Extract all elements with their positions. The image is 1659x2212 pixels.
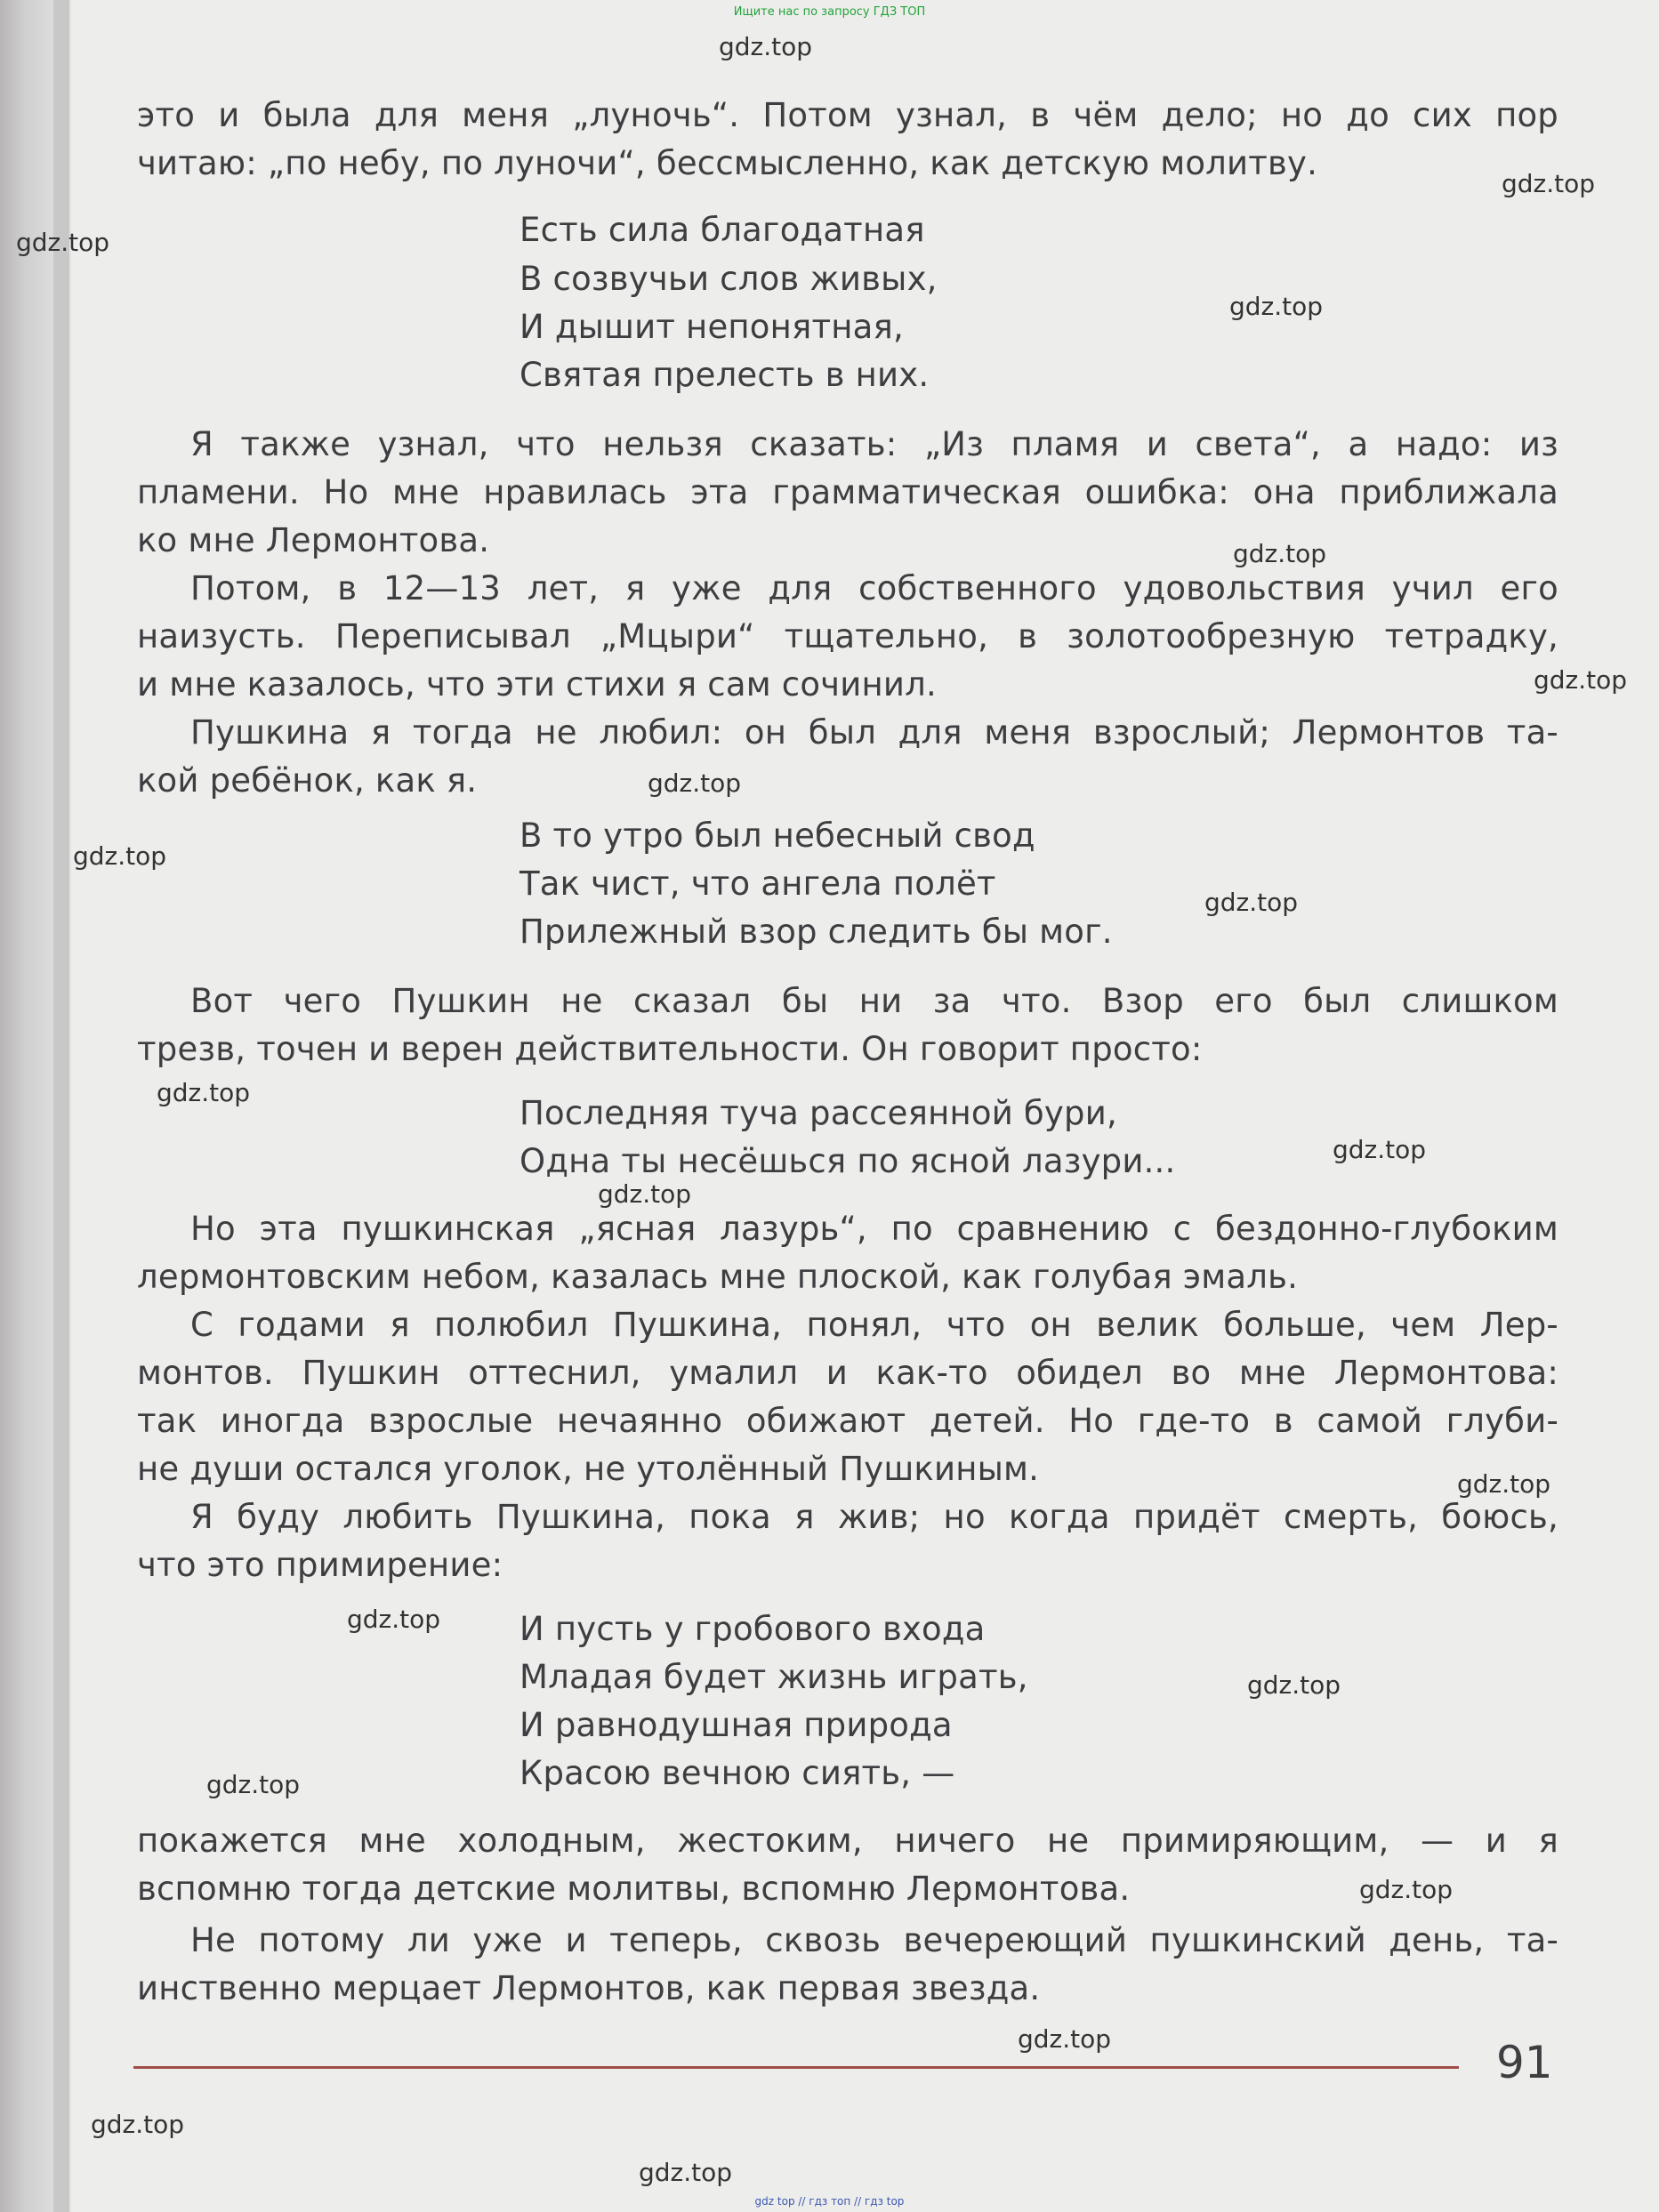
poem-line: Есть сила благодатная	[519, 211, 925, 249]
text-line: инственно мерцает Лермонтов, как первая звезда.	[137, 1969, 1041, 2007]
poem-line: Последняя туча рассеянной бури,	[519, 1094, 1117, 1132]
poem-line: Так чист, что ангела полёт	[519, 865, 996, 903]
watermark: gdz.top	[1247, 1670, 1341, 1700]
watermark: gdz.top	[1229, 292, 1324, 321]
text-line: так иногда взрослые нечаянно обижают детей. Но где-то в самой глуби-	[137, 1402, 1558, 1440]
text-line: Но эта пушкинская „ясная лазурь“, по сравнению с бездонно-глубоким	[190, 1210, 1558, 1248]
footer-rule	[133, 2066, 1459, 2069]
text-line: Вот чего Пушкин не сказал бы ни за что. Взор его был слишком	[190, 982, 1558, 1020]
footer-note: gdz top // гдз топ // гдз top	[754, 2195, 905, 2208]
text-line: вспомню тогда детские молитвы, вспомню Лермонтова.	[137, 1870, 1131, 1908]
watermark: gdz.top	[16, 228, 110, 257]
poem-line: Младая будет жизнь играть,	[519, 1658, 1028, 1696]
watermark: gdz.top	[648, 768, 742, 798]
poem-line: В то утро был небесный свод	[519, 816, 1035, 855]
poem-line: И дышит непонятная,	[519, 308, 904, 346]
watermark: gdz.top	[1204, 888, 1299, 917]
watermark: gdz.top	[1457, 1469, 1551, 1499]
poem-line: В созвучьи слов живых,	[519, 260, 938, 298]
text-line: пламени. Но мне нравилась эта грамматическая ошибка: она приближала	[137, 473, 1558, 511]
header-note: Ищите нас по запросу ГДЗ ТОП	[733, 5, 926, 19]
text-line: что это примирение:	[137, 1546, 503, 1584]
text-line: наизусть. Переписывал „Мцыри“ тщательно, в золотообрезную тетрадку,	[137, 617, 1558, 656]
text-line: Потом, в 12—13 лет, я уже для собственного удовольствия учил его	[190, 569, 1558, 607]
watermark: gdz.top	[1534, 665, 1628, 695]
poem-line: Святая прелесть в них.	[519, 356, 930, 394]
watermark: gdz.top	[719, 32, 813, 61]
text-line: не души остался уголок, не утолённый Пушкиным.	[137, 1450, 1040, 1488]
text-line: трезв, точен и верен действительности. Он говорит просто:	[137, 1030, 1203, 1068]
text-line: кой ребёнок, как я.	[137, 761, 478, 800]
poem-line: И равнодушная природа	[519, 1706, 953, 1744]
text-line: Пушкина я тогда не любил: он был для меня взрослый; Лермонтов та-	[190, 713, 1558, 752]
watermark: gdz.top	[73, 841, 167, 871]
book-spine-fold	[53, 0, 69, 2212]
watermark: gdz.top	[1359, 1875, 1454, 1904]
watermark: gdz.top	[1233, 539, 1327, 568]
poem-line: Красою вечною сиять, —	[519, 1754, 955, 1792]
watermark: gdz.top	[639, 2158, 733, 2187]
poem-line: И пусть у гробового входа	[519, 1610, 986, 1648]
watermark: gdz.top	[206, 1770, 301, 1799]
watermark: gdz.top	[157, 1078, 251, 1107]
text-line: ко мне Лермонтова.	[137, 521, 490, 559]
text-line: это и была для меня „луночь“. Потом узнал, в чём дело; но до сих пор	[137, 96, 1558, 134]
poem-line: Прилежный взор следить бы мог.	[519, 913, 1113, 951]
text-line: Я также узнал, что нельзя сказать: „Из пламя и света“, а надо: из	[190, 425, 1558, 463]
page-number: 91	[1496, 2037, 1553, 2088]
text-line: и мне казалось, что эти стихи я сам сочинил.	[137, 665, 937, 704]
watermark: gdz.top	[91, 2110, 185, 2139]
watermark: gdz.top	[1502, 169, 1596, 198]
text-line: покажется мне холодным, жестоким, ничего не примиряющим, — и я	[137, 1822, 1558, 1860]
text-line: монтов. Пушкин оттеснил, умалил и как-то обидел во мне Лермонтова:	[137, 1354, 1558, 1392]
watermark: gdz.top	[598, 1179, 692, 1209]
watermark: gdz.top	[1333, 1135, 1427, 1164]
text-line: лермонтовским небом, казалась мне плоской, как голубая эмаль.	[137, 1258, 1299, 1296]
text-line: Не потому ли уже и теперь, сквозь вечереющий пушкинский день, та-	[190, 1921, 1558, 1959]
text-line: читаю: „по небу, по луночи“, бессмысленно, как детскую молитву.	[137, 144, 1318, 182]
text-line: С годами я полюбил Пушкина, понял, что он велик больше, чем Лер-	[190, 1306, 1558, 1344]
poem-line: Одна ты несёшься по ясной лазури...	[519, 1142, 1176, 1180]
watermark: gdz.top	[1018, 2024, 1112, 2054]
text-line: Я буду любить Пушкина, пока я жив; но когда придёт смерть, боюсь,	[190, 1498, 1558, 1536]
watermark: gdz.top	[347, 1605, 441, 1634]
